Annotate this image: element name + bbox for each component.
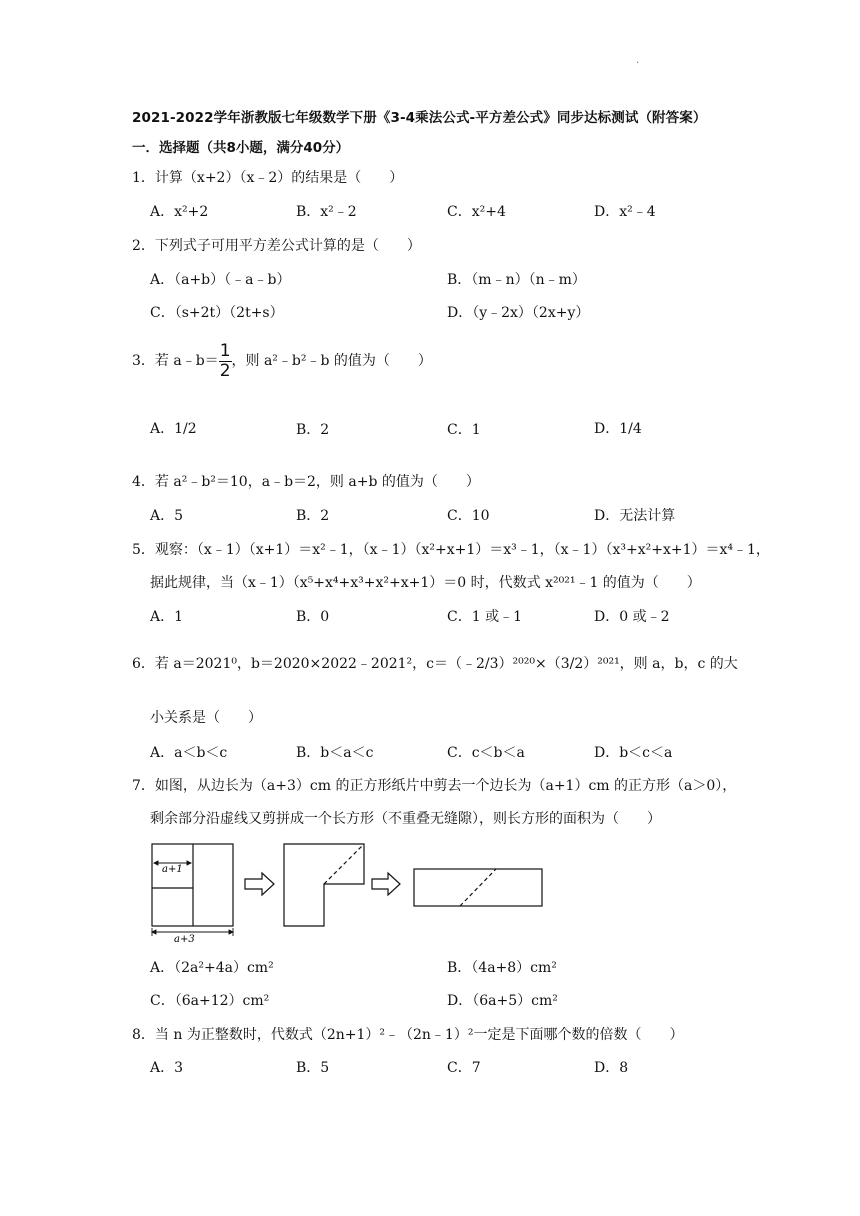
question-text: 当 n 为正整数时，代数式（2n+1）²﹣（2n﹣1）²一定是下面哪个数的倍数（ ） bbox=[154, 1027, 684, 1043]
question-1 bbox=[132, 168, 403, 188]
fraction: $\frac{1}{2}$ bbox=[219, 340, 231, 381]
option-c: C．x²+4 bbox=[447, 204, 506, 220]
question-7-line-2: 剩余部分沿虚线又剪拼成一个长方形（不重叠无缝隙），则长方形的面积为（ ） bbox=[150, 811, 661, 827]
page-title: 2021-2022学年浙教版七年级数学下册《3-4乘法公式-平方差公式》同步达标测试（附答案） bbox=[132, 110, 707, 126]
question-number: 5． bbox=[132, 542, 155, 558]
section-heading: 一．选择题（共8小题，满分40分） bbox=[132, 140, 350, 156]
option-b: B．0 bbox=[296, 609, 330, 625]
question-number: 4． bbox=[132, 474, 155, 490]
question-text: ，则 a²﹣b²﹣b 的值为（ ） bbox=[231, 353, 432, 369]
option-b: B．b＜a＜c bbox=[296, 745, 374, 761]
question-5 bbox=[132, 540, 770, 560]
option-b: B．（4a+8）cm² bbox=[447, 960, 557, 976]
option-a: A．（2a²+4a）cm² bbox=[150, 960, 274, 976]
option-d: D．无法计算 bbox=[594, 508, 676, 524]
original-square bbox=[152, 844, 233, 926]
question-number: 1． bbox=[132, 170, 155, 186]
question-number: 8． bbox=[132, 1027, 155, 1043]
option-a: A．（a+b）（﹣a﹣b） bbox=[150, 272, 291, 288]
l-shape bbox=[284, 844, 364, 926]
option-d: D．8 bbox=[594, 1060, 629, 1076]
question-text: 计算（x+2）（x﹣2）的结果是（ ） bbox=[154, 170, 404, 186]
question-8 bbox=[132, 1025, 683, 1045]
question-number: 2． bbox=[132, 238, 155, 254]
option-d: D．x²﹣4 bbox=[594, 204, 656, 220]
question-3 bbox=[132, 340, 432, 382]
question-text: 若 a²﹣b²＝10，a﹣b＝2，则 a+b 的值为（ ） bbox=[154, 474, 480, 490]
option-d: D．（y﹣2x）（2x+y） bbox=[447, 305, 590, 321]
question-7 bbox=[132, 776, 736, 796]
question-6 bbox=[132, 654, 738, 674]
question-text: 若 a＝2021⁰，b＝2020×2022﹣2021²，c＝（﹣2/3）²⁰²⁰×（3/2）²⁰²¹，则 a，b，c 的大 bbox=[154, 656, 738, 672]
option-b: B．x²﹣2 bbox=[296, 204, 357, 220]
option-d: D．b＜c＜a bbox=[594, 745, 673, 761]
option-c: C．7 bbox=[447, 1060, 481, 1076]
question-number: 7． bbox=[132, 778, 155, 794]
option-b: B．2 bbox=[296, 422, 330, 438]
question-text: 如图，从边长为（a+3）cm 的正方形纸片中剪去一个边长为（a+1）cm 的正方形（a＞0）， bbox=[154, 778, 737, 794]
question-number: 3． bbox=[132, 353, 155, 369]
option-d: D．0 或﹣2 bbox=[594, 609, 670, 625]
question-text: 下列式子可用平方差公式计算的是（ ） bbox=[154, 238, 421, 254]
option-c: C．（6a+12）cm² bbox=[150, 993, 270, 1009]
option-c: C．1 bbox=[447, 422, 481, 438]
option-c: C．（s+2t）（2t+s） bbox=[150, 305, 284, 321]
option-a: A．1 bbox=[150, 609, 184, 625]
label-a+1: a+1 bbox=[162, 864, 183, 875]
option-b: B．（m﹣n）（n﹣m） bbox=[447, 272, 586, 288]
arrow-right-icon bbox=[372, 873, 400, 895]
option-a: A．5 bbox=[150, 508, 184, 524]
option-a: A．x²+2 bbox=[150, 204, 209, 220]
option-c: C．c＜b＜a bbox=[447, 745, 525, 761]
option-a: A．3 bbox=[150, 1060, 184, 1076]
option-a: A．a＜b＜c bbox=[150, 745, 228, 761]
option-d: D．（6a+5）cm² bbox=[447, 993, 558, 1009]
question-text: 观察：（x﹣1）（x+1）＝x²﹣1，（x﹣1）（x²+x+1）＝x³﹣1，（x﹣1）（x³+x²+x+1）＝x⁴﹣1， bbox=[154, 542, 770, 558]
option-c: C．1 或﹣1 bbox=[447, 609, 522, 625]
square-cutting-figure bbox=[140, 836, 560, 946]
question-6-line-2: 小关系是（ ） bbox=[150, 710, 262, 726]
header-mark: · bbox=[636, 58, 640, 69]
question-number: 6． bbox=[132, 656, 155, 672]
arrow-right-icon bbox=[245, 873, 274, 895]
question-text: 若 a﹣b＝ bbox=[154, 353, 219, 369]
label-a+3: a+3 bbox=[174, 934, 195, 945]
question-2 bbox=[132, 236, 421, 256]
option-b: B．5 bbox=[296, 1060, 330, 1076]
result-rectangle bbox=[414, 869, 542, 906]
question-5-line-2: 据此规律，当（x﹣1）（x⁵+x⁴+x³+x²+x+1）＝0 时，代数式 x²⁰²¹﹣1 的值为（ ） bbox=[150, 575, 701, 591]
option-a: A．1/2 bbox=[150, 421, 197, 437]
option-c: C．10 bbox=[447, 508, 490, 524]
option-d: D．1/4 bbox=[594, 421, 642, 437]
option-b: B．2 bbox=[296, 508, 330, 524]
question-4 bbox=[132, 472, 480, 492]
